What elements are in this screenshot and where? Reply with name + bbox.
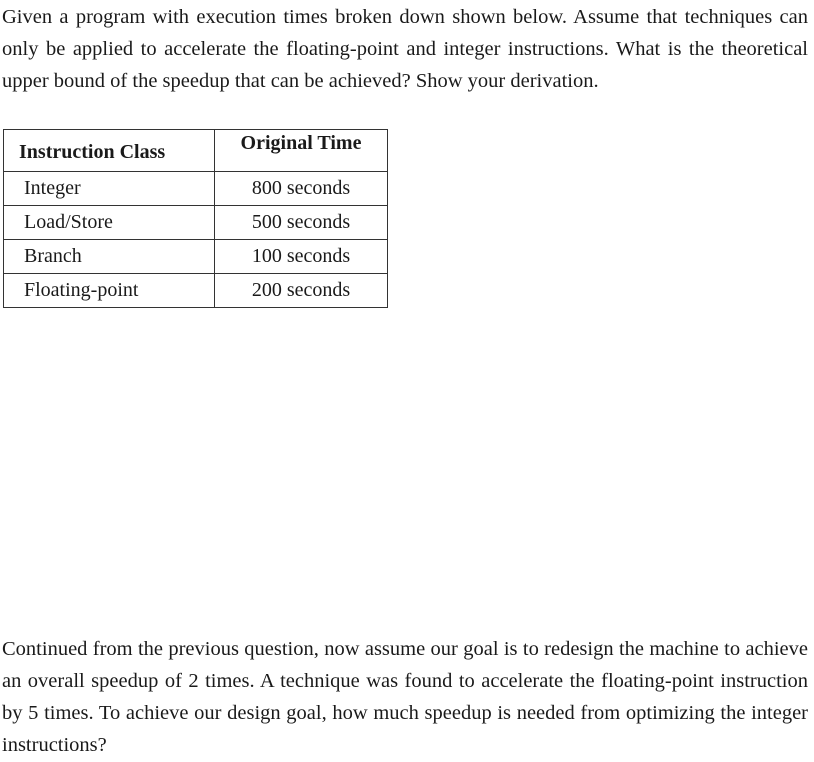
instruction-class-cell: Branch: [4, 240, 215, 274]
table-row: [4, 274, 388, 308]
table-row: [4, 240, 388, 274]
table-row: [4, 206, 388, 240]
instruction-class-cell: Integer: [4, 172, 215, 206]
original-time-cell: 800 seconds: [215, 172, 388, 206]
header-original-time: Original Time: [215, 130, 388, 172]
instruction-class-cell: Load/Store: [4, 206, 215, 240]
instruction-time-table: [3, 129, 388, 308]
question-1-text: Given a program with execution times broken down shown below. Assume that techniques can only be applied to accelerate the floating-point and integer instructions. What is the theoretical upper bound of the speedup that can be achieved? Show your derivation.: [2, 6, 808, 92]
original-time-cell: 200 seconds: [215, 274, 388, 308]
table-header-row: [4, 130, 388, 172]
header-instruction-class: Instruction Class: [4, 130, 215, 172]
table-row: [4, 172, 388, 206]
question-2-text: Continued from the previous question, now assume our goal is to redesign the machine to achieve an overall speedup of 2 times. A technique was found to accelerate the floating-point instruction by 5 times. To achieve our design goal, how much speedup is needed from optimizing the integer instructions?: [2, 638, 808, 756]
original-time-cell: 100 seconds: [215, 240, 388, 274]
instruction-class-cell: Floating-point: [4, 274, 215, 308]
original-time-cell: 500 seconds: [215, 206, 388, 240]
